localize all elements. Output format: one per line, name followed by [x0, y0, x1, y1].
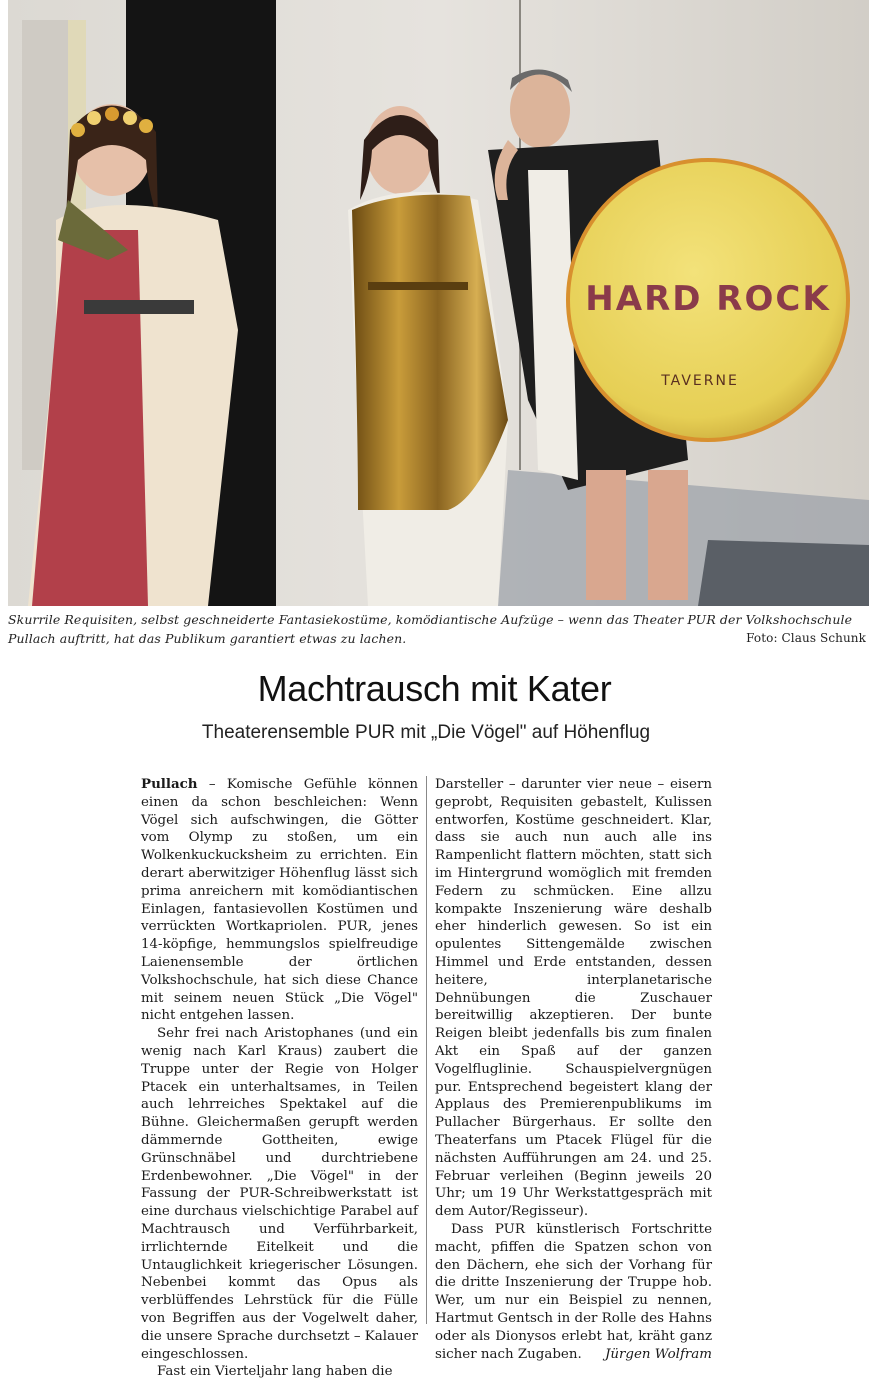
- paragraph: Fast ein Vierteljahr lang haben die: [157, 1364, 393, 1380]
- photo-credit: Foto: Claus Schunk: [746, 631, 866, 645]
- paragraph-text: Dass PUR künstlerisch Fortschritte macht, pfiffen die Spatzen schon von den Dächern, ehe sich der Vorhang für die dritte Inszenierung der Truppe hob. Wer, um nur ein Beispiel zu nennen, Hartmut Gentsch in der Rolle des Hahns oder als Dionysos erlebt hat, kräht ganz sicher nach Zugaben.: [435, 1221, 712, 1362]
- paragraph-text: – Komische Gefühle können einen da schon beschleichen: Wenn Vögel sich aufschwingen, die Götter vom Olymp zu stoßen, um ein Wolkenkuckucksheim zu errichten. Ein derart aberwitziger Höhenflug lässt sich prima anreichern mit komödiantischen Einlagen, fantasievollen Kostümen und verrückten Wortkapriolen. PUR, jenes 14-köpfige, hemmungslos spielfreudige Laienensemble der örtlichen Volkshochschule, hat sich diese Chance mit seinem neuen Stück „Die Vögel" nicht entgehen lassen.: [141, 777, 419, 1024]
- caption-text: Skurrile Requisiten, selbst geschneiderte Fantasiekostüme, komödiantische Aufzüge – wenn das Theater PUR der Volkshochschule Pullach auftritt, hat das Publikum garantiert etwas zu lachen.: [8, 612, 853, 646]
- hard-rock-shield: [568, 160, 848, 440]
- paragraph: [141, 776, 418, 1025]
- author-byline: Jürgen Wolfram: [604, 1346, 712, 1362]
- paragraph: [435, 1221, 712, 1363]
- dateline: Pullach: [141, 776, 198, 792]
- paragraph: Sehr frei nach Aristophanes (und ein wenig nach Karl Kraus) zaubert die Truppe unter der Regie von Holger Ptacek ein unterhaltsames, in Teilen auch lehrreiches Spektakel auf die Bühne. Gleichermaßen gerupft werden dämmernde Gottheiten, ewige Grünschnäbel und durchtriebene Erdenbewohner. „Die Vögel" in der Fassung der PUR-Schreibwerkstatt ist eine durchaus vielschichtige Parabel auf Machtrausch und Verführbarkeit, irrlichternde Eitelkeit und die Untauglichkeit kriegerischer Lösungen. Nebenbei kommt das Opus als verblüffendes Lehrstück für die Fülle von Begriffen aus der Vogelwelt daher, die unsere Sprache durchsetzt – Kalauer eingeschlossen.: [141, 1026, 418, 1362]
- article-column-2: [435, 776, 712, 1363]
- shield-text-sub: TAVERNE: [661, 373, 739, 389]
- shield-text-main: HARD ROCK: [585, 279, 831, 319]
- article-photo: [8, 0, 869, 606]
- article-column-1: [141, 776, 418, 1381]
- column-divider: [426, 776, 427, 1324]
- headline: Machtrausch mit Kater: [257, 668, 612, 709]
- subheadline: Theaterensemble PUR mit „Die Vögel" auf Höhenflug: [201, 722, 651, 743]
- paragraph: Darsteller – darunter vier neue – eisern geprobt, Requisiten gebastelt, Kulissen entworfen, Kostüme geschneidert. Klar, dass sie auch nun auch alle ins Rampenlicht flattern möchten, statt sich im Hintergrund womöglich mit fremden Federn zu schmücken. Eine allzu kompakte Inszenierung wäre deshalb eher hinderlich gewesen. So ist ein opulentes Sittengemälde zwischen Himmel und Erde entstanden, dessen heitere, interplanetarische Dehnübungen die Zuschauer bereitwillig akzeptieren. Der bunte Reigen bleibt jedenfalls bis zum finalen Akt ein Spaß auf der ganzen Vogelfluglinie. Schauspielvergnügen pur. Entsprechend begeistert klang der Applaus des Premierenpublikums im Pullacher Bürgerhaus. Er sollte den Theaterfans um Ptacek Flügel für die nächsten Aufführungen am 24. und 25. Februar verleihen (Beginn jeweils 20 Uhr; um 19 Uhr Werkstattgespräch mit dem Autor/Regisseur).: [435, 777, 712, 1220]
- photo-caption: [8, 610, 866, 648]
- stage-scene: [8, 0, 869, 606]
